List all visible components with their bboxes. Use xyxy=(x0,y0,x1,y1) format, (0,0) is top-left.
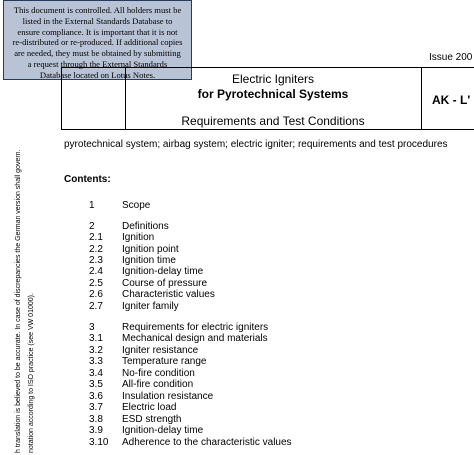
toc-title: No-fire condition xyxy=(122,368,195,379)
toc-title: Scope xyxy=(122,200,151,211)
toc-number: 3.6 xyxy=(89,391,103,402)
document-subtitle: Requirements and Test Conditions xyxy=(181,114,365,128)
keywords: pyrotechnical system; airbag system; electric igniter; requirements and test procedures xyxy=(64,139,448,150)
toc-number: 2.4 xyxy=(89,266,103,277)
stamp-line: a request through the External Standards xyxy=(27,58,168,69)
toc-number: 3.9 xyxy=(89,425,103,436)
document-title-bold: for Pyrotechnical Systems xyxy=(197,87,349,101)
toc-title: Insulation resistance xyxy=(122,391,214,402)
document-code: AK - L' xyxy=(432,93,471,107)
toc-number: 3.5 xyxy=(89,379,103,390)
toc-title: ESD strength xyxy=(122,414,182,425)
toc-title: Mechanical design and materials xyxy=(122,333,268,344)
toc-number: 3.8 xyxy=(89,414,103,425)
stamp-line: ensure compliance. It is important that it is not xyxy=(17,26,178,37)
title-block-divider xyxy=(421,67,422,130)
toc-number: 3.10 xyxy=(89,437,109,448)
notation-note: notation according to ISO practice (see VW 01000). xyxy=(28,293,35,453)
toc-number: 2.3 xyxy=(89,255,103,266)
toc-number: 3.3 xyxy=(89,356,103,367)
toc-title: Ignition-delay time xyxy=(122,266,204,277)
toc-title: Ignition-delay time xyxy=(122,425,204,436)
toc-title: Ignition xyxy=(122,232,155,243)
toc-number: 2.2 xyxy=(89,244,103,255)
toc-number: 3.2 xyxy=(89,345,103,356)
title-block-divider xyxy=(61,67,62,130)
toc-number: 3.4 xyxy=(89,368,103,379)
toc-title: Igniter family xyxy=(122,301,179,312)
toc-number: 2.6 xyxy=(89,289,103,300)
contents-heading: Contents: xyxy=(64,174,111,185)
stamp-line: This document is controlled. All holders must be xyxy=(13,5,182,15)
toc-title: Requirements for electric igniters xyxy=(122,322,269,333)
toc-number: 1 xyxy=(89,200,95,211)
toc-number: 2.1 xyxy=(89,232,103,243)
toc-title: Definitions xyxy=(122,221,169,232)
translation-note: h translation is believed to be accurate. In case of discrepancies the German version shall govern. xyxy=(15,149,22,453)
toc-number: 2.7 xyxy=(89,301,103,312)
toc-number: 3.7 xyxy=(89,402,103,413)
toc-number: 3 xyxy=(89,322,95,333)
toc-title: Temperature range xyxy=(122,356,207,367)
toc-title: Ignition point xyxy=(122,244,179,255)
stamp-line: are needed, they must be obtained by submitting xyxy=(14,48,181,59)
toc-title: Igniter resistance xyxy=(122,345,199,356)
stamp-line: listed in the External Standards Database to xyxy=(22,15,173,26)
toc-title: Adherence to the characteristic values xyxy=(122,437,292,448)
toc-title: All-fire condition xyxy=(122,379,194,390)
toc-title: Ignition time xyxy=(122,255,176,266)
stamp-line: re-distributed or re-produced. If additional copies xyxy=(12,37,183,48)
document-title: Electric Igniters xyxy=(231,72,315,86)
toc-title: Characteristic values xyxy=(122,289,215,300)
toc-title: Electric load xyxy=(122,402,177,413)
toc-number: 2.5 xyxy=(89,278,103,289)
toc-number: 3.1 xyxy=(89,333,103,344)
toc-title: Course of pressure xyxy=(122,278,208,289)
issue-label: Issue 200 xyxy=(429,52,473,63)
toc-number: 2 xyxy=(89,221,95,232)
stamp-line: Database located on Lotus Notes. xyxy=(39,69,156,80)
